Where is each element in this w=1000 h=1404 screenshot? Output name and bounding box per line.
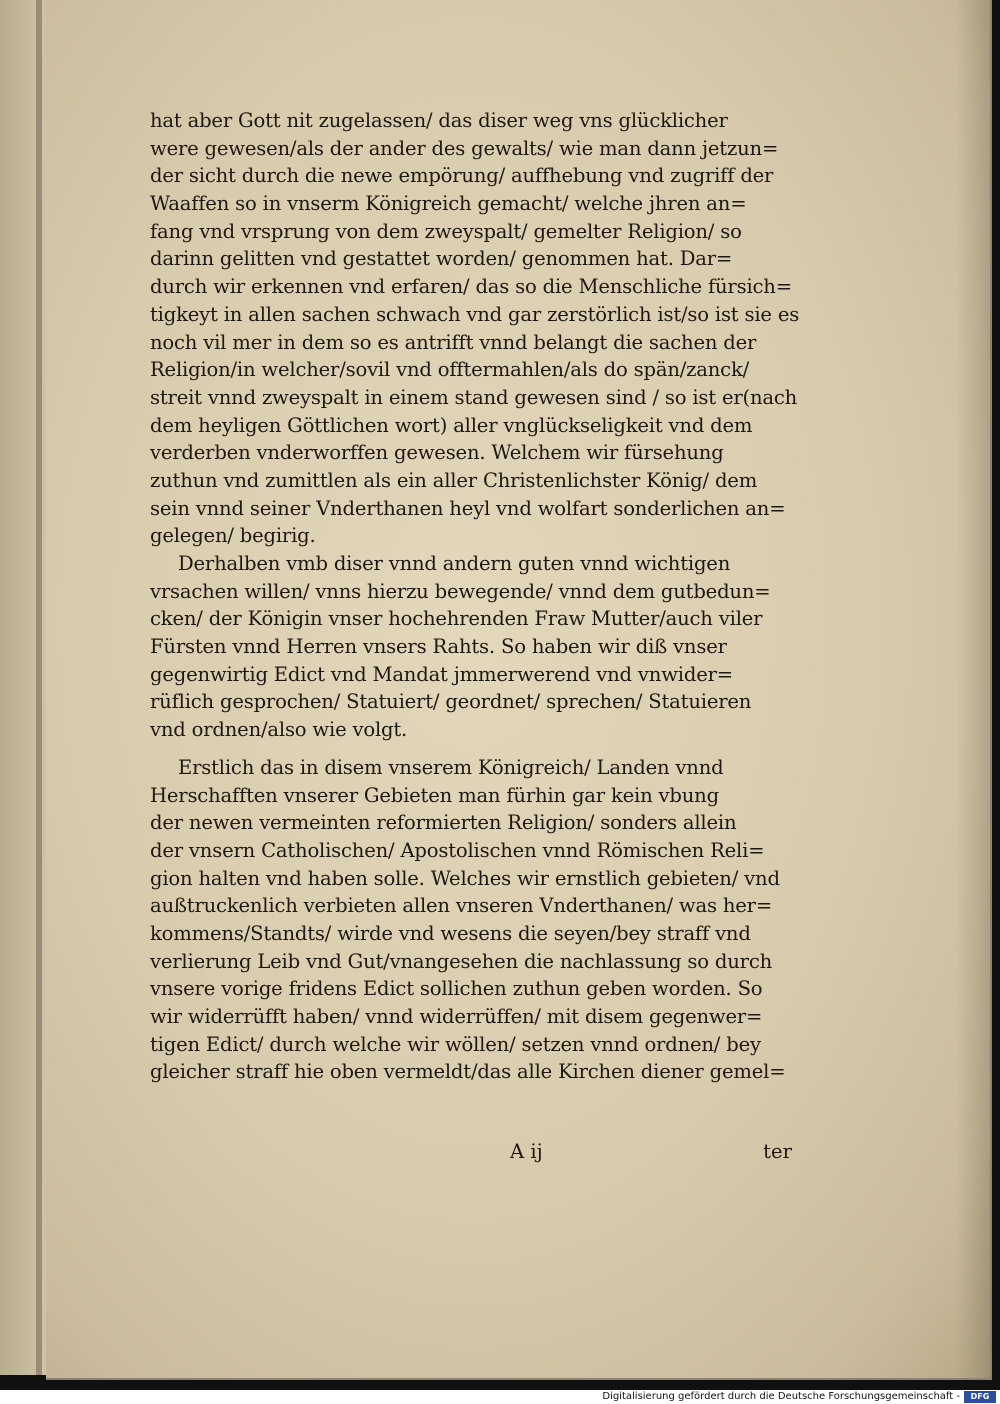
text-line: noch vil mer in dem so es antrifft vnnd belangt die sachen der (150, 330, 757, 354)
text-line: dem heyligen Göttlichen wort) aller vnglückseligkeit vnd dem (150, 413, 753, 437)
text-line: hat aber Gott nit zugelassen/ das diser weg vns glücklicher (150, 109, 728, 132)
catchword: ter (763, 1140, 792, 1163)
text-line: Waaffen so in vnserm Königreich gemacht/ welche jhren an= (150, 192, 747, 216)
text-line: Derhalben vmb diser vnnd andern guten vnnd wichtigen (178, 552, 731, 575)
text-line: der sicht durch die newe empörung/ auffhebung vnd zugriff der (150, 164, 774, 188)
text-line: tigen Edict/ durch welche wir wöllen/ setzen vnnd ordnen/ bey (150, 1032, 761, 1056)
signature-mark: A ij (510, 1140, 543, 1163)
text-line: were gewesen/als der ander des gewalts/ wie man dann jetzun= (150, 136, 779, 160)
text-line: vnsere vorige fridens Edict sollichen zuthun geben worden. So (150, 977, 763, 1001)
text-line: kommens/Standts/ wirde vnd wesens die seyen/bey straff vnd (150, 921, 751, 945)
text-line: der vnsern Catholischen/ Apostolischen vnnd Römischen Reli= (150, 838, 765, 862)
text-line: vrsachen willen/ vnns hierzu bewegende/ vnnd dem gutbedun= (150, 579, 771, 603)
text-line: darinn gelitten vnd gestattet worden/ genommen hat. Dar= (150, 247, 733, 271)
text-line: fang vnd vrsprung von dem zweyspalt/ gemelter Religion/ so (150, 219, 742, 243)
text-line: gleicher straff hie oben vermeldt/das alle Kirchen diener gemel= (150, 1060, 786, 1084)
text-line: durch wir erkennen vnd erfaren/ das so die Menschliche fürsich= (150, 275, 792, 299)
funding-credit: Digitalisierung gefördert durch die Deutsche Forschungsgemeinschaft - (602, 1391, 960, 1402)
text-line: gion halten vnd haben solle. Welches wir ernstlich gebieten/ vnd (150, 866, 780, 890)
text-line: rüflich gesprochen/ Statuiert/ geordnet/ sprechen/ Statuieren (150, 690, 752, 714)
text-line: außtruckenlich verbieten allen vnseren Vnderthanen/ was her= (150, 894, 773, 918)
text-line: cken/ der Königin vnser hochehrenden Fraw Mutter/auch viler (150, 607, 763, 631)
text-line: sein vnnd seiner Vnderthanen heyl vnd wolfart sonderlichen an= (150, 496, 786, 520)
text-line: Erstlich das in disem vnserem Königreich/ Landen vnnd (178, 755, 724, 779)
text-line: der newen vermeinten reformierten Religion/ sonders allein (150, 811, 737, 835)
text-line: streit vnnd zweyspalt in einem stand gewesen sind / so ist er(nach (150, 385, 798, 409)
text-line: vnd ordnen/also wie volgt. (150, 718, 408, 742)
text-line: verderben vnderworffen gewesen. Welchem wir fürsehung (150, 441, 724, 465)
text-line: Religion/in welcher/sovil vnd offtermahlen/als do spän/zanck/ (150, 358, 750, 382)
text-line: gegenwirtig Edict vnd Mandat jmmerwerend vnd vnwider= (150, 662, 733, 686)
text-line: wir widerrüfft haben/ vnnd widerrüffen/ mit disem gegenwer= (150, 1005, 763, 1028)
text-line: gelegen/ begirig. (150, 524, 316, 548)
binding-gutter (36, 0, 42, 1375)
text-line: Fürsten vnnd Herren vnsers Rahts. So haben wir diß vnser (150, 635, 727, 659)
text-line: zuthun vnd zumittlen als ein aller Christenlichster König/ dem (150, 468, 758, 492)
text-line: Herschafften vnserer Gebieten man fürhin gar kein vbung (150, 783, 719, 807)
credit-bar (0, 1390, 1000, 1404)
page-footer (150, 1138, 800, 1166)
text-line: verlierung Leib vnd Gut/vnangesehen die nachlassung so durch (150, 949, 773, 973)
text-line: tigkeyt in allen sachen schwach vnd gar zerstörlich ist/so ist sie es (150, 302, 800, 326)
body-text (150, 107, 800, 1086)
dfg-logo: DFG (964, 1391, 996, 1403)
